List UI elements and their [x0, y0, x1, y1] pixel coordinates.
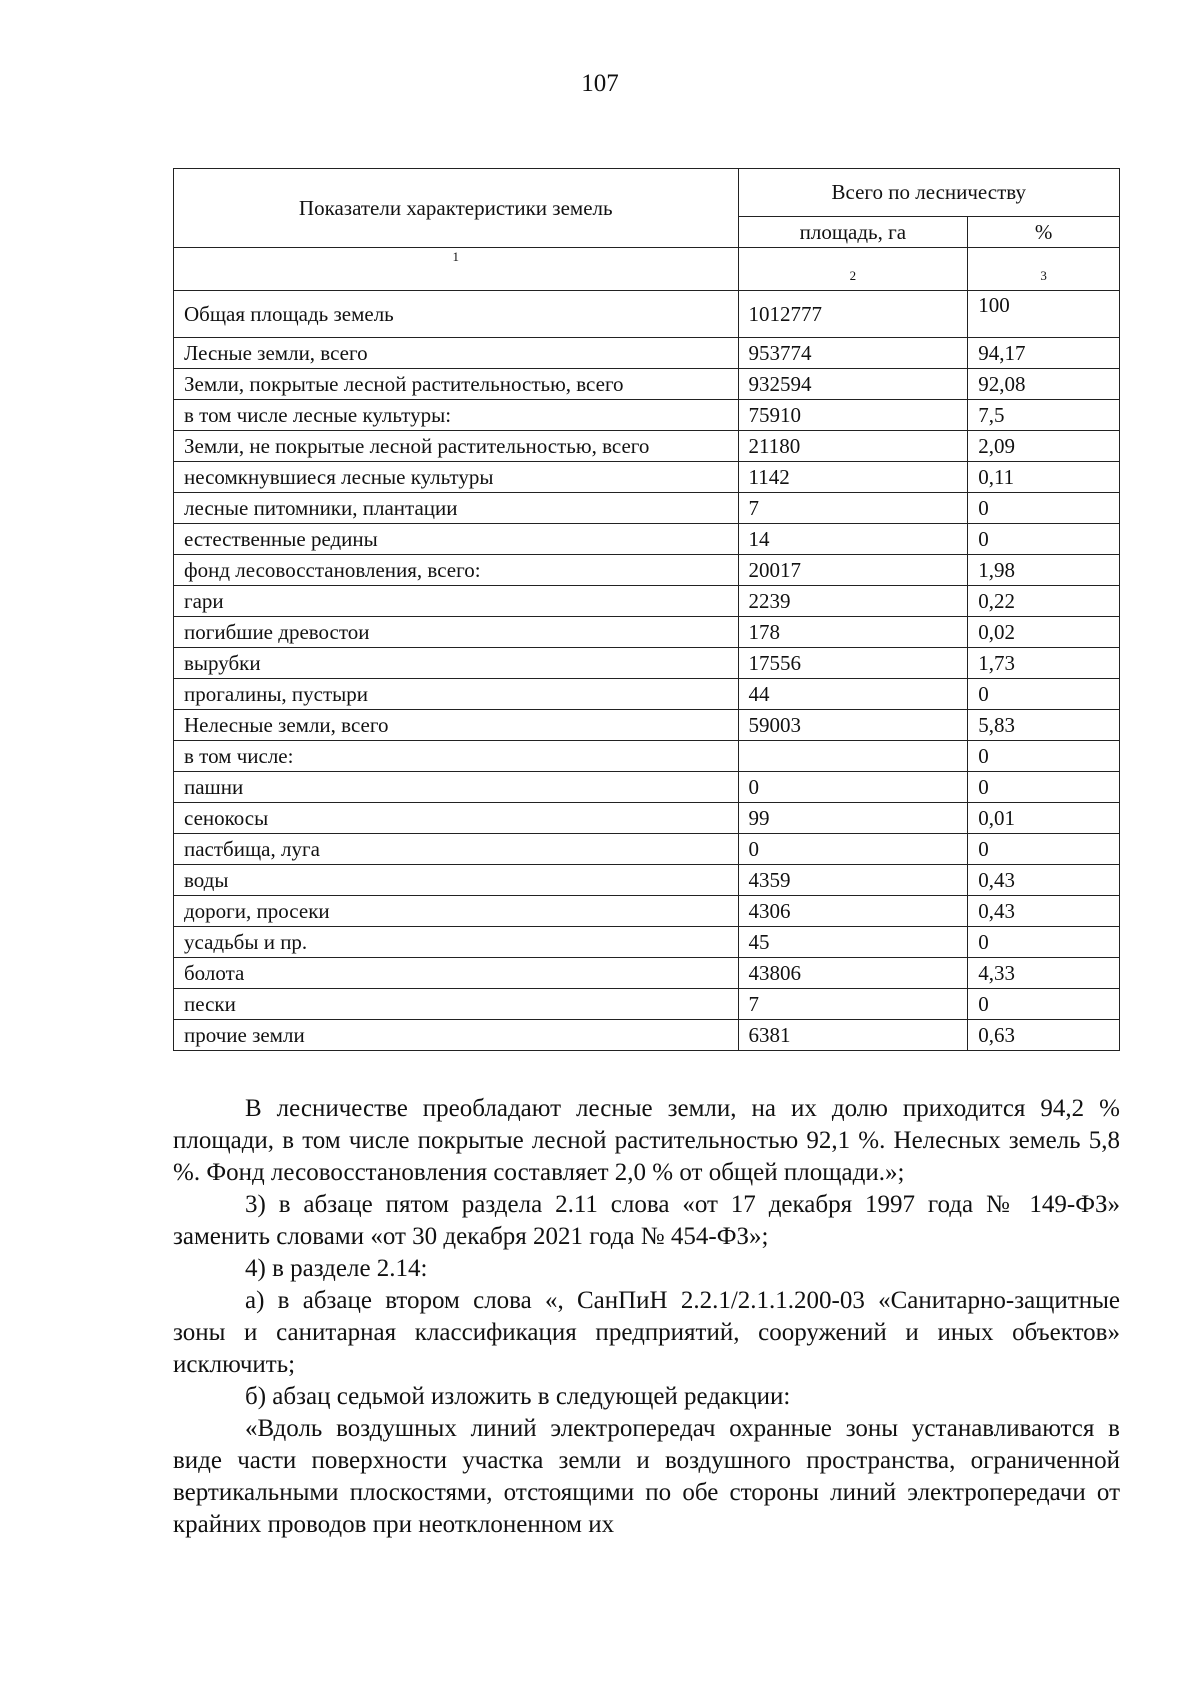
row-name: дороги, просеки [174, 896, 739, 927]
paragraph: б) абзац седьмой изложить в следующей редакции: [245, 1383, 791, 1410]
table-row [174, 400, 1120, 431]
paragraph: 4) в разделе 2.14: [245, 1255, 428, 1282]
row-area: 6381 [738, 1020, 968, 1051]
row-area: 43806 [738, 958, 968, 989]
row-name: пашни [174, 772, 739, 803]
table-row [174, 741, 1120, 772]
header-forestry-total: Всего по лесничеству [738, 169, 1119, 217]
row-area: 7 [738, 493, 968, 524]
table-row [174, 834, 1120, 865]
row-name: прочие земли [174, 1020, 739, 1051]
row-percent: 92,08 [968, 369, 1120, 400]
header-indicator: Показатели характеристики земель [174, 169, 739, 248]
table-row [174, 989, 1120, 1020]
row-percent: 0 [968, 834, 1120, 865]
row-name: болота [174, 958, 739, 989]
paragraph: В лесничестве преобладают лесные земли, на их долю приходится 94,2 % площади, в том числе покрытые лесной растительностью 92,1 %. Нелесных земель 5,8 %. Фонд лесовосстановления составляет 2,0 % от общей площади.»; [173, 1095, 1120, 1186]
land-characteristics-table [173, 168, 1120, 1051]
row-percent: 0,11 [968, 462, 1120, 493]
row-area: 2239 [738, 586, 968, 617]
row-percent: 0,43 [968, 896, 1120, 927]
row-percent: 0 [968, 927, 1120, 958]
paragraph: 3) в абзаце пятом раздела 2.11 слова «от 17 декабря 1997 года № 149-ФЗ» заменить словами «от 30 декабря 2021 года № 454-ФЗ»; [173, 1191, 1120, 1250]
table-row [174, 772, 1120, 803]
row-name: воды [174, 865, 739, 896]
row-name: прогалины, пустыри [174, 679, 739, 710]
row-name: усадьбы и пр. [174, 927, 739, 958]
row-area: 4359 [738, 865, 968, 896]
row-name: пастбища, луга [174, 834, 739, 865]
paragraph: а) в абзаце втором слова «, СанПиН 2.2.1/2.1.1.200-03 «Санитарно-защитные зоны и санитарная классификация предприятий, сооружений и иных объектов» исключить; [173, 1287, 1120, 1378]
table-row [174, 679, 1120, 710]
row-percent: 0,63 [968, 1020, 1120, 1051]
row-area: 45 [738, 927, 968, 958]
row-name: погибшие древостои [174, 617, 739, 648]
row-area: 14 [738, 524, 968, 555]
row-area: 17556 [738, 648, 968, 679]
row-name: Земли, не покрытые лесной растительностью, всего [174, 431, 739, 462]
row-name: Земли, покрытые лесной растительностью, всего [174, 369, 739, 400]
row-percent: 1,98 [968, 555, 1120, 586]
table-row [174, 865, 1120, 896]
row-percent: 0,01 [968, 803, 1120, 834]
header-percent: % [968, 217, 1120, 248]
row-area: 59003 [738, 710, 968, 741]
table-row [174, 896, 1120, 927]
page-number: 107 [581, 70, 619, 97]
row-name: вырубки [174, 648, 739, 679]
row-area: 953774 [738, 338, 968, 369]
column-number: 2 [738, 248, 968, 291]
row-name: несомкнувшиеся лесные культуры [174, 462, 739, 493]
column-number: 1 [174, 248, 739, 291]
row-area: 1012777 [738, 291, 968, 338]
row-percent: 0,43 [968, 865, 1120, 896]
row-area: 99 [738, 803, 968, 834]
table-row [174, 1020, 1120, 1051]
row-area: 0 [738, 772, 968, 803]
row-percent: 0 [968, 989, 1120, 1020]
row-name: лесные питомники, плантации [174, 493, 739, 524]
row-area: 932594 [738, 369, 968, 400]
row-area: 20017 [738, 555, 968, 586]
row-percent: 94,17 [968, 338, 1120, 369]
table-row [174, 462, 1120, 493]
table-row [174, 586, 1120, 617]
table-row [174, 648, 1120, 679]
row-area: 44 [738, 679, 968, 710]
row-area [738, 741, 968, 772]
table-row [174, 431, 1120, 462]
row-percent: 1,73 [968, 648, 1120, 679]
row-percent: 0,22 [968, 586, 1120, 617]
row-area: 0 [738, 834, 968, 865]
table-row [174, 524, 1120, 555]
row-area: 75910 [738, 400, 968, 431]
row-name: в том числе: [174, 741, 739, 772]
table-row [174, 369, 1120, 400]
row-name: Нелесные земли, всего [174, 710, 739, 741]
table-row-total [174, 291, 1120, 338]
row-name: сенокосы [174, 803, 739, 834]
table-row [174, 958, 1120, 989]
table-row [174, 927, 1120, 958]
row-area: 21180 [738, 431, 968, 462]
table-row [174, 710, 1120, 741]
row-name: естественные редины [174, 524, 739, 555]
table-row [174, 555, 1120, 586]
row-area: 178 [738, 617, 968, 648]
row-percent: 0 [968, 493, 1120, 524]
paragraph: «Вдоль воздушных линий электропередач охранные зоны устанавливаются в виде части поверхности участка земли и воздушного пространства, ограниченной вертикальными плоскостями, отстоящими по обе стороны линий электропередачи от крайних проводов при неотклоненном их [173, 1415, 1120, 1538]
row-name: гари [174, 586, 739, 617]
header-area: площадь, га [738, 217, 968, 248]
row-percent: 0 [968, 741, 1120, 772]
row-percent: 0 [968, 772, 1120, 803]
body-text [173, 1093, 1120, 1541]
row-percent: 5,83 [968, 710, 1120, 741]
table-row [174, 617, 1120, 648]
row-percent: 4,33 [968, 958, 1120, 989]
table-row [174, 493, 1120, 524]
row-name: Общая площадь земель [174, 291, 739, 338]
row-name: Лесные земли, всего [174, 338, 739, 369]
row-name: в том числе лесные культуры: [174, 400, 739, 431]
row-percent: 0 [968, 679, 1120, 710]
column-number: 3 [968, 248, 1120, 291]
row-area: 1142 [738, 462, 968, 493]
table-row [174, 803, 1120, 834]
row-percent: 7,5 [968, 400, 1120, 431]
column-number-row [174, 248, 1120, 291]
row-name: пески [174, 989, 739, 1020]
row-area: 7 [738, 989, 968, 1020]
row-percent: 0,02 [968, 617, 1120, 648]
row-percent: 2,09 [968, 431, 1120, 462]
table-row [174, 338, 1120, 369]
row-area: 4306 [738, 896, 968, 927]
row-name: фонд лесовосстановления, всего: [174, 555, 739, 586]
row-percent: 100 [968, 291, 1120, 338]
row-percent: 0 [968, 524, 1120, 555]
